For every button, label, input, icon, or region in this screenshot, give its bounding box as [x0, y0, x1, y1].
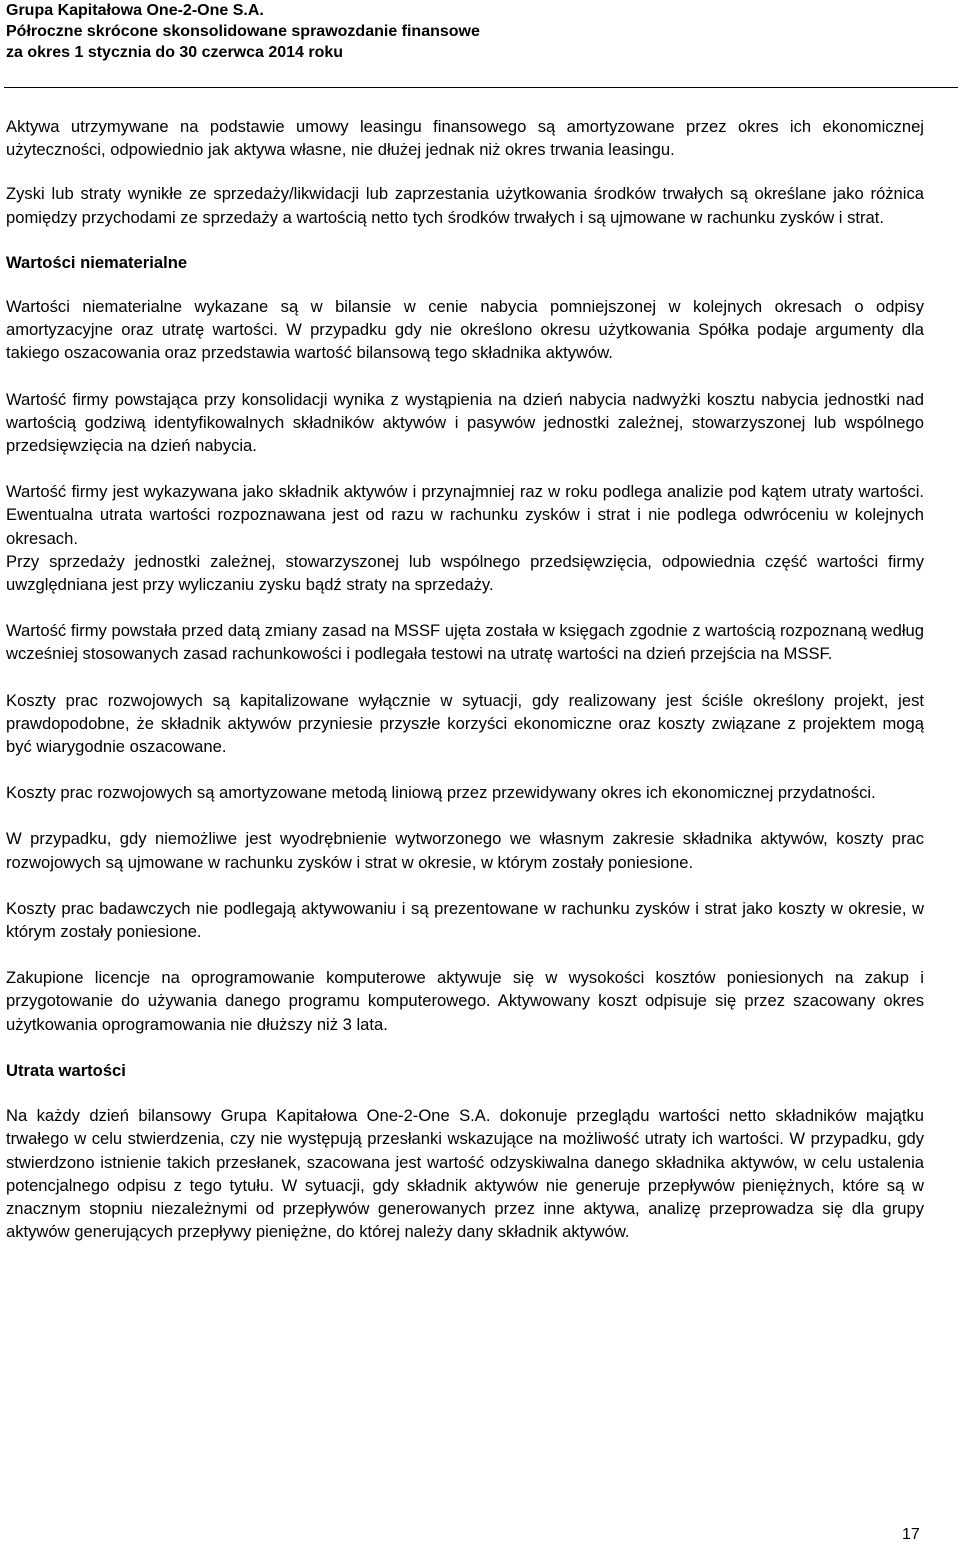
page-number: 17	[902, 1526, 920, 1543]
heading-intangible-assets: Wartości niematerialne	[6, 252, 188, 272]
paragraph-development-expensing: W przypadku, gdy niemożliwe jest wyodrębnienie wytworzonego we własnym zakresie składnika aktywów, koszty prac rozwojowych są ujmowane w rachunku zysków i strat w okresie, w którym zostały poniesione.	[6, 829, 924, 872]
paragraph-disposal-gains: Zyski lub straty wynikłe ze sprzedaży/likwidacji lub zaprzestania użytkowania środków trwałych są określane jako różnica pomiędzy przychodami ze sprzedaży a wartością netto tych środków trwałych i są ujmowane w rachunku zysków i strat.	[6, 184, 924, 227]
paragraph-impairment-review: Na każdy dzień bilansowy Grupa Kapitałowa One-2-One S.A. dokonuje przeglądu wartości netto składników majątku trwałego w celu stwierdzenia, czy nie występują przesłanki wskazujące na możliwość utraty ich wartości. W przypadku, gdy stwierdzono istnienie takich przesłanek, szacowana jest wartość odzyskiwalna danego składnika aktywów, w celu ustalenia potencjalnego odpisu z tego tytułu. W sytuacji, gdy składnik aktywów nie generuje przepływów pieniężnych, które są w znacznym stopniu niezależnymi od przepływów generowanych przez inne aktywa, analizę przeprowadza się dla grupy aktywów generujących przepływy pieniężne, do której należy dany składnik aktywów.	[6, 1106, 924, 1242]
paragraph-leasing: Aktywa utrzymywane na podstawie umowy leasingu finansowego są amortyzowane przez okres ich ekonomicznej użyteczności, odpowiednio jak aktywa własne, nie dłużej jednak niż okres trwania leasingu.	[6, 117, 924, 160]
paragraph-development-capitalization: Koszty prac rozwojowych są kapitalizowane wyłącznie w sytuacji, gdy realizowany jest ściśle określony projekt, jest prawdopodobne, że składnik aktywów przyniesie przyszłe korzyści ekonomiczne oraz koszty związane z projektem mogą być wiarygodnie oszacowane.	[6, 690, 924, 757]
report-title: Półroczne skrócone skonsolidowane sprawozdanie finansowe	[6, 23, 480, 40]
paragraph-goodwill-impairment: Wartość firmy jest wykazywana jako składnik aktywów i przynajmniej raz w roku podlega analizie pod kątem utraty wartości. Ewentualna utrata wartości rozpoznawana jest od razu w rachunku zysków i strat i nie podlega odwróceniu w kolejnych okresach.	[6, 482, 924, 548]
document-body	[6, 115, 924, 1243]
paragraph-goodwill-disposal: Przy sprzedaży jednostki zależnej, stowarzyszonej lub wspólnego przedsięwzięcia, odpowiednia część wartości firmy uwzględniana jest przy wyliczaniu zysku bądź straty na sprzedaży.	[6, 551, 924, 595]
paragraph-goodwill-ifrs: Wartość firmy powstała przed datą zmiany zasad na MSSF ujęta została w księgach zgodnie z wartością rozpoznaną według wcześniej stosowanych zasad rachunkowości i podlegała testowi na utratę wartości na dzień przejścia na MSSF.	[6, 621, 924, 664]
paragraph-software-licenses: Zakupione licencje na oprogramowanie komputerowe aktywuje się w wysokości kosztów poniesionych na zakup i przygotowanie do używania danego programu komputerowego. Aktywowany koszt odpisuje się przez szacowany okres użytkowania oprogramowania nie dłuższy niż 3 lata.	[6, 968, 924, 1034]
paragraph-research-costs: Koszty prac badawczych nie podlegają aktywowaniu i są prezentowane w rachunku zysków i strat jako koszty w okresie, w którym zostały poniesione.	[6, 898, 924, 942]
paragraph-development-amortization: Koszty prac rozwojowych są amortyzowane metodą liniową przez przewidywany okres ich ekonomicznej przydatności.	[6, 783, 876, 803]
paragraph-goodwill-origin: Wartość firmy powstająca przy konsolidacji wynika z wystąpienia na dzień nabycia nadwyżki kosztu nabycia jednostki nad wartością godziwą identyfikowalnych składników aktywów i pasywów jednostki zależnej, stowarzyszonej lub wspólnego przedsięwzięcia na dzień nabycia.	[6, 389, 924, 456]
company-name: Grupa Kapitałowa One-2-One S.A.	[6, 2, 264, 19]
heading-impairment: Utrata wartości	[6, 1060, 126, 1080]
header-divider	[4, 87, 958, 88]
report-period: za okres 1 stycznia do 30 czerwca 2014 roku	[6, 44, 344, 61]
document-header	[6, 0, 956, 65]
paragraph-intangible-valuation: Wartości niematerialne wykazane są w bilansie w cenie nabycia pomniejszonej w kolejnych okresach o odpisy amortyzacyjne oraz utratę wartości. W przypadku gdy nie określono okresu użytkowania Spółka podaje argumenty dla takiego oszacowania oraz przedstawia wartość bilansową tego składnika aktywów.	[6, 297, 924, 363]
